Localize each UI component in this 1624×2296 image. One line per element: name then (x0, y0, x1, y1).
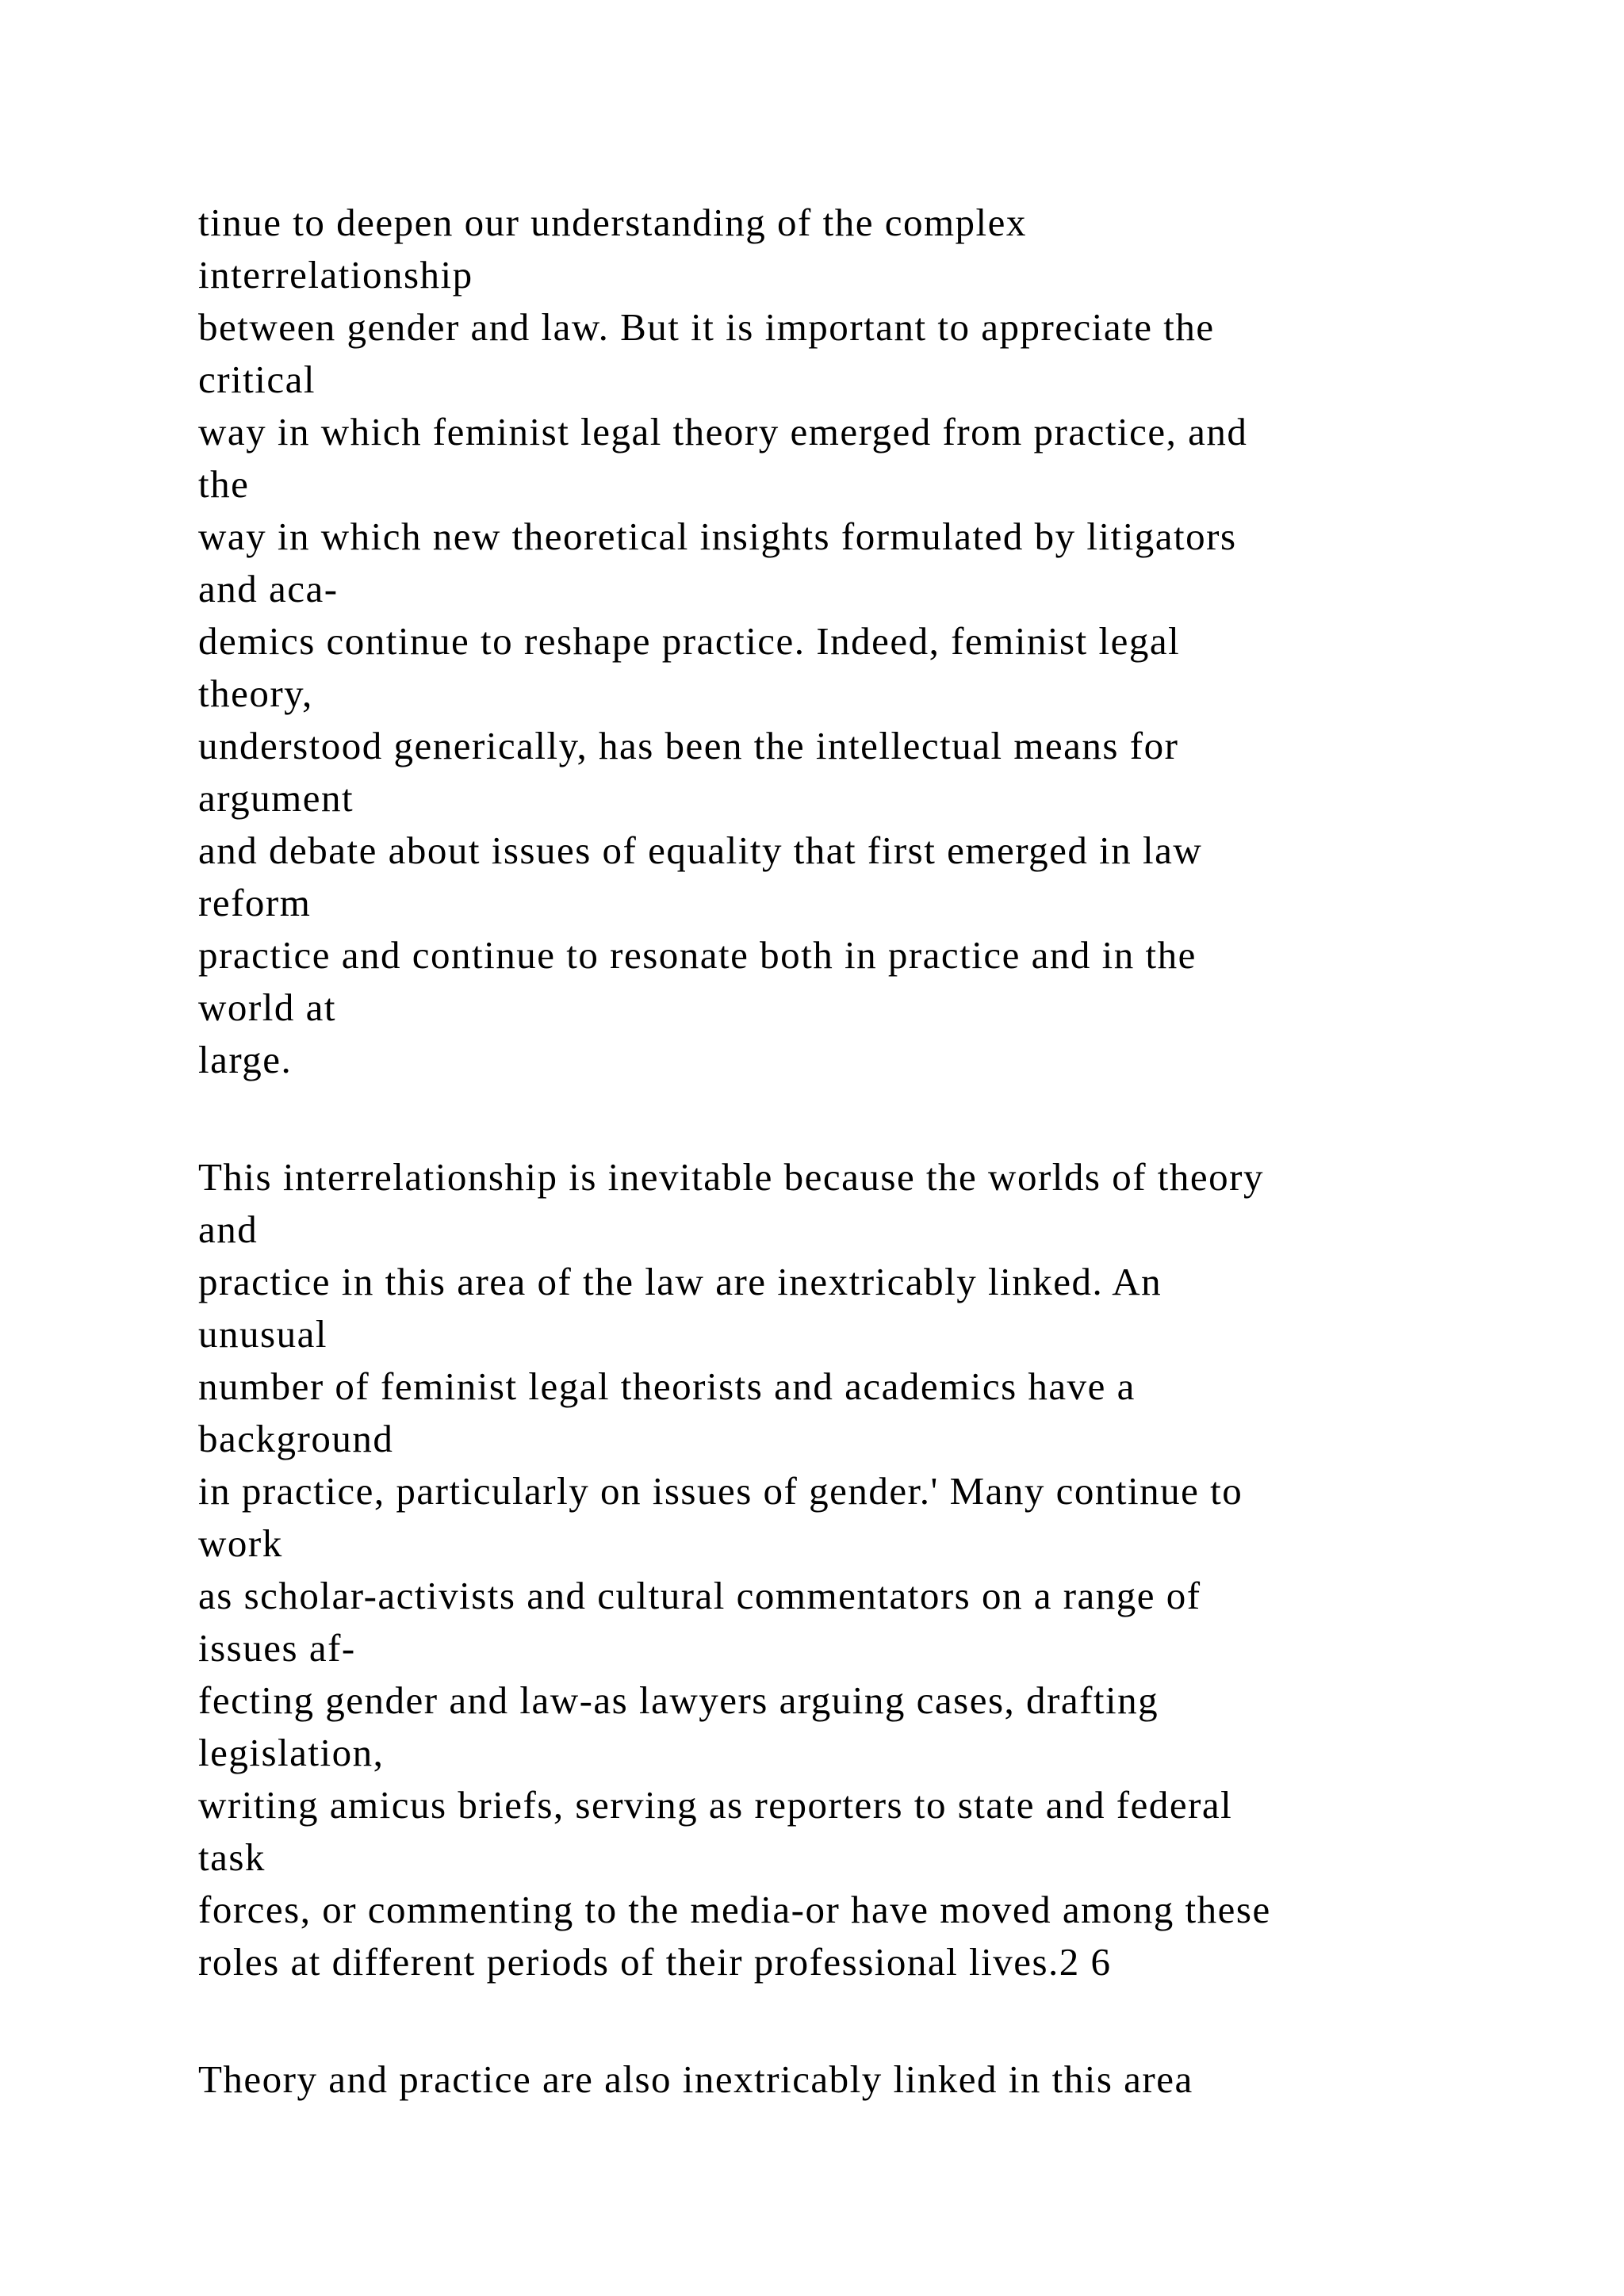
paragraph-gap (198, 1086, 1546, 1151)
text-line: in practice, particularly on issues of gender.' Many continue to (198, 1469, 1243, 1513)
text-line: way in which new theoretical insights formulated by litigators (198, 515, 1237, 558)
text-line: world at (198, 985, 336, 1029)
text-line: This interrelationship is inevitable because the worlds of theory (198, 1155, 1264, 1199)
text-line: tinue to deepen our understanding of the complex (198, 201, 1027, 244)
text-line: practice in this area of the law are inextricably linked. An (198, 1260, 1162, 1303)
text-line: interrelationship (198, 253, 473, 297)
text-line: between gender and law. But it is important to appreciate the (198, 305, 1215, 349)
text-line: number of feminist legal theorists and academics have a (198, 1364, 1136, 1408)
text-line: and (198, 1207, 259, 1251)
text-line: writing amicus briefs, serving as reporters to state and federal (198, 1783, 1233, 1827)
text-line: theory, (198, 672, 313, 715)
text-line: large. (198, 1038, 293, 1081)
text-line: fecting gender and law-as lawyers arguing cases, drafting (198, 1678, 1159, 1722)
text-line: work (198, 1521, 283, 1565)
paragraph (198, 2053, 1546, 2106)
text-line: argument (198, 776, 354, 820)
paragraph (198, 197, 1546, 1086)
text-line: as scholar-activists and cultural commentators on a range of (198, 1574, 1201, 1617)
text-line: critical (198, 358, 316, 401)
text-line: roles at different periods of their professional lives.2 6 (198, 1940, 1112, 1984)
text-line: reform (198, 881, 312, 924)
text-line: task (198, 1835, 266, 1879)
text-line: unusual (198, 1312, 327, 1356)
text-line: legislation, (198, 1731, 385, 1774)
text-line: understood generically, has been the intellectual means for (198, 724, 1179, 767)
text-line: and aca- (198, 567, 339, 610)
text-line: Theory and practice are also inextricably linked in this area (198, 2057, 1193, 2101)
text-line: way in which feminist legal theory emerged from practice, and (198, 410, 1248, 453)
text-line: demics continue to reshape practice. Indeed, feminist legal (198, 619, 1181, 663)
document-body (198, 197, 1546, 2106)
text-line: the (198, 462, 250, 506)
text-line: and debate about issues of equality that first emerged in law (198, 828, 1203, 872)
paragraph (198, 1151, 1546, 1988)
text-line: background (198, 1417, 394, 1460)
paragraph-gap (198, 1988, 1546, 2053)
text-line: issues af- (198, 1626, 356, 1670)
text-line: forces, or commenting to the media-or have moved among these (198, 1888, 1271, 1931)
text-line: practice and continue to resonate both in practice and in the (198, 933, 1197, 977)
